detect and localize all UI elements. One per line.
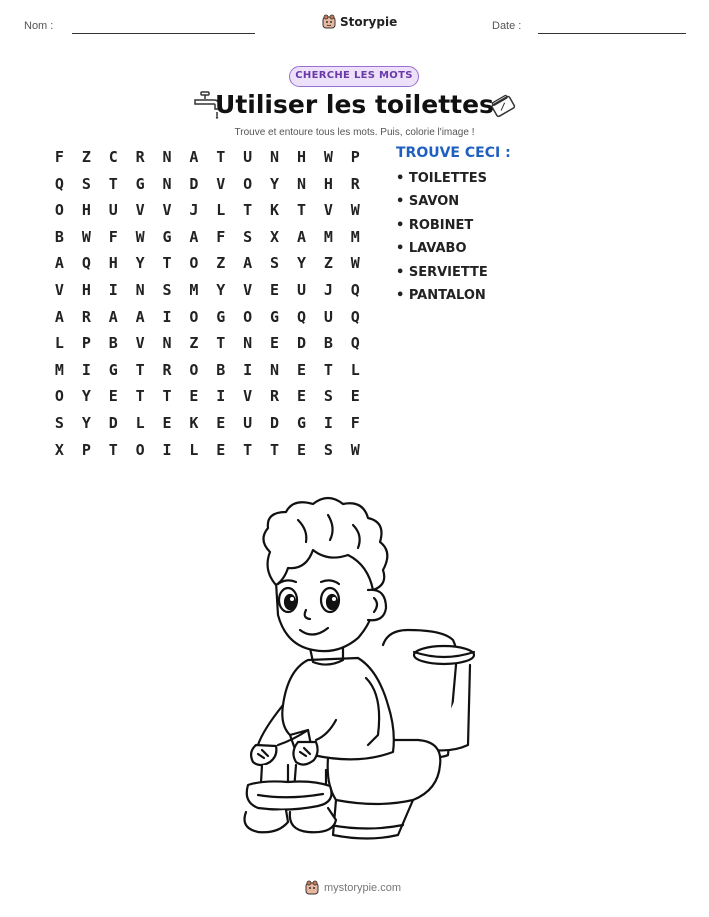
grid-letter[interactable]: X: [270, 227, 280, 246]
grid-letter[interactable]: Q: [81, 254, 91, 273]
grid-letter[interactable]: Y: [135, 254, 145, 273]
grid-letter[interactable]: G: [216, 307, 226, 326]
grid-letter[interactable]: N: [243, 334, 253, 353]
grid-letter[interactable]: D: [108, 413, 118, 432]
grid-letter[interactable]: K: [270, 201, 280, 220]
grid-letter[interactable]: O: [189, 254, 199, 273]
grid-letter[interactable]: N: [270, 148, 280, 166]
storypie-logo-icon: [305, 880, 319, 895]
grid-letter[interactable]: A: [243, 254, 253, 273]
grid-letter[interactable]: Y: [270, 174, 280, 193]
grid-letter[interactable]: U: [243, 413, 253, 432]
category-badge: CHERCHE LES MOTS: [289, 66, 419, 87]
grid-letter[interactable]: P: [350, 148, 360, 166]
grid-letter[interactable]: E: [296, 360, 306, 379]
name-line: [72, 33, 255, 34]
grid-letter[interactable]: T: [270, 440, 280, 459]
grid-letter[interactable]: W: [350, 254, 360, 273]
grid-letter[interactable]: O: [135, 440, 145, 459]
grid-letter[interactable]: U: [323, 307, 333, 326]
grid-letter[interactable]: I: [162, 307, 172, 326]
grid-letter[interactable]: P: [81, 334, 91, 353]
grid-letter[interactable]: F: [108, 227, 118, 246]
grid-letter[interactable]: E: [270, 280, 280, 299]
grid-letter[interactable]: Q: [350, 307, 360, 326]
grid-letter[interactable]: N: [296, 174, 306, 193]
grid-letter[interactable]: D: [296, 334, 306, 353]
grid-letter[interactable]: S: [162, 280, 172, 299]
grid-letter[interactable]: W: [81, 227, 91, 246]
grid-letter[interactable]: W: [135, 227, 145, 246]
grid-letter[interactable]: M: [323, 227, 333, 246]
grid-letter[interactable]: R: [135, 148, 145, 166]
grid-letter[interactable]: E: [350, 387, 360, 406]
grid-letter[interactable]: V: [216, 174, 226, 193]
grid-letter[interactable]: H: [81, 201, 91, 220]
grid-letter[interactable]: J: [323, 280, 333, 299]
grid-letter[interactable]: F: [54, 148, 64, 166]
grid-letter[interactable]: T: [323, 360, 333, 379]
grid-letter[interactable]: B: [323, 334, 333, 353]
grid-letter[interactable]: N: [162, 174, 172, 193]
grid-letter[interactable]: Z: [81, 148, 91, 166]
word-item: • PANTALON: [396, 287, 486, 303]
footer-url: mystorypie.com: [324, 881, 402, 894]
grid-letter[interactable]: N: [162, 334, 172, 353]
word-item: • ROBINET: [396, 217, 474, 233]
grid-letter[interactable]: E: [270, 334, 280, 353]
grid-letter[interactable]: F: [350, 413, 360, 432]
grid-letter[interactable]: A: [189, 148, 199, 166]
grid-letter[interactable]: B: [216, 360, 226, 379]
grid-letter[interactable]: G: [270, 307, 280, 326]
grid-letter[interactable]: T: [135, 387, 145, 406]
grid-letter[interactable]: T: [108, 440, 118, 459]
grid-letter[interactable]: E: [108, 387, 118, 406]
grid-letter[interactable]: M: [350, 227, 360, 246]
find-title: TROUVE CECI :: [396, 145, 511, 161]
grid-letter[interactable]: O: [54, 387, 64, 406]
grid-letter[interactable]: H: [323, 174, 333, 193]
grid-letter[interactable]: V: [162, 201, 172, 220]
grid-letter[interactable]: I: [162, 440, 172, 459]
grid-letter[interactable]: V: [135, 334, 145, 353]
grid-letter[interactable]: W: [323, 148, 333, 166]
grid-letter[interactable]: S: [81, 174, 91, 193]
grid-letter[interactable]: N: [270, 360, 280, 379]
boy-on-toilet-illustration: [218, 490, 488, 857]
grid-letter[interactable]: E: [162, 413, 172, 432]
grid-letter[interactable]: S: [54, 413, 64, 432]
grid-letter[interactable]: D: [189, 174, 199, 193]
grid-letter[interactable]: S: [323, 387, 333, 406]
grid-letter[interactable]: S: [270, 254, 280, 273]
grid-letter[interactable]: H: [108, 254, 118, 273]
grid-letter[interactable]: A: [54, 307, 64, 326]
grid-letter[interactable]: A: [135, 307, 145, 326]
word-item: • SAVON: [396, 194, 460, 210]
grid-letter[interactable]: I: [108, 280, 118, 299]
grid-letter[interactable]: H: [296, 148, 306, 166]
grid-letter[interactable]: T: [162, 254, 172, 273]
footer: [305, 880, 401, 895]
date-line: [538, 33, 686, 34]
grid-letter[interactable]: U: [296, 280, 306, 299]
word-item: • LAVABO: [396, 241, 467, 257]
grid-letter[interactable]: A: [108, 307, 118, 326]
grid-letter[interactable]: O: [189, 360, 199, 379]
instructions: Trouve et entoure tous les mots. Puis, colorie l'image !: [234, 127, 475, 138]
grid-letter[interactable]: E: [296, 440, 306, 459]
grid-letter[interactable]: I: [216, 387, 226, 406]
grid-letter[interactable]: T: [162, 387, 172, 406]
grid-letter[interactable]: O: [54, 201, 64, 220]
storypie-logo-icon: [322, 14, 336, 29]
brand: [322, 14, 397, 29]
grid-letter[interactable]: Y: [81, 387, 91, 406]
grid-letter[interactable]: G: [135, 174, 145, 193]
grid-letter[interactable]: B: [54, 227, 64, 246]
grid-letter[interactable]: V: [243, 387, 253, 406]
grid-letter[interactable]: W: [350, 440, 360, 459]
grid-letter[interactable]: L: [189, 440, 199, 459]
grid-letter[interactable]: J: [189, 201, 199, 220]
grid-letter[interactable]: T: [243, 201, 253, 220]
grid-letter[interactable]: Z: [323, 254, 333, 273]
grid-letter[interactable]: O: [243, 174, 253, 193]
grid-letter[interactable]: L: [216, 201, 226, 220]
grid-letter[interactable]: T: [216, 148, 226, 166]
grid-letter[interactable]: F: [216, 227, 226, 246]
grid-letter[interactable]: E: [216, 413, 226, 432]
grid-letter[interactable]: Y: [296, 254, 306, 273]
grid-letter[interactable]: T: [243, 440, 253, 459]
grid-letter[interactable]: L: [350, 360, 360, 379]
grid-letter[interactable]: K: [189, 413, 199, 432]
grid-letter[interactable]: M: [54, 360, 64, 379]
grid-letter[interactable]: I: [81, 360, 91, 379]
grid-letter[interactable]: Z: [189, 334, 199, 353]
grid-letter[interactable]: V: [135, 201, 145, 220]
grid-letter[interactable]: L: [54, 334, 64, 353]
grid-letter[interactable]: E: [296, 387, 306, 406]
grid-letter[interactable]: U: [243, 148, 253, 166]
grid-letter[interactable]: Y: [81, 413, 91, 432]
grid-letter[interactable]: T: [135, 360, 145, 379]
grid-letter[interactable]: I: [243, 360, 253, 379]
grid-letter[interactable]: N: [135, 280, 145, 299]
grid-letter[interactable]: C: [108, 148, 118, 166]
word-item: • TOILETTES: [396, 171, 488, 186]
grid-letter[interactable]: T: [108, 174, 118, 193]
grid-letter[interactable]: N: [162, 148, 172, 166]
grid-letter[interactable]: V: [54, 280, 64, 299]
grid-letter[interactable]: A: [54, 254, 64, 273]
grid-letter[interactable]: E: [216, 440, 226, 459]
grid-letter[interactable]: G: [162, 227, 172, 246]
grid-letter[interactable]: Q: [350, 334, 360, 353]
grid-letter[interactable]: Q: [54, 174, 64, 193]
soap-icon: [490, 93, 516, 124]
grid-letter[interactable]: T: [216, 334, 226, 353]
grid-letter[interactable]: D: [270, 413, 280, 432]
grid-letter[interactable]: Q: [350, 280, 360, 299]
name-label: Nom :: [24, 20, 54, 32]
brand-name: Storypie: [340, 14, 398, 29]
grid-letter[interactable]: R: [350, 174, 360, 193]
grid-letter[interactable]: H: [81, 280, 91, 299]
grid-letter[interactable]: G: [296, 413, 306, 432]
grid-letter[interactable]: I: [323, 413, 333, 432]
grid-letter[interactable]: S: [243, 227, 253, 246]
grid-letter[interactable]: B: [108, 334, 118, 353]
grid-letter[interactable]: E: [189, 387, 199, 406]
grid-letter[interactable]: G: [108, 360, 118, 379]
grid-letter[interactable]: Q: [296, 307, 306, 326]
grid-letter[interactable]: M: [189, 280, 199, 299]
word-list: [396, 171, 488, 311]
grid-letter[interactable]: O: [189, 307, 199, 326]
grid-letter[interactable]: V: [243, 280, 253, 299]
word-item: • SERVIETTE: [396, 264, 488, 280]
grid-letter[interactable]: O: [243, 307, 253, 326]
date-label: Date :: [492, 20, 522, 32]
letter-grid: [46, 147, 369, 466]
grid-letter[interactable]: L: [135, 413, 145, 432]
grid-letter[interactable]: W: [350, 201, 360, 220]
grid-letter[interactable]: S: [323, 440, 333, 459]
grid-letter[interactable]: X: [54, 440, 64, 459]
grid-letter[interactable]: R: [81, 307, 91, 326]
grid-letter[interactable]: Y: [216, 280, 226, 299]
grid-letter[interactable]: R: [270, 387, 280, 406]
grid-letter[interactable]: P: [81, 440, 91, 459]
grid-letter[interactable]: A: [189, 227, 199, 246]
page-title: Utiliser les toilettes: [215, 90, 494, 119]
grid-letter[interactable]: A: [296, 227, 306, 246]
grid-letter[interactable]: R: [162, 360, 172, 379]
grid-letter[interactable]: T: [296, 201, 306, 220]
grid-letter[interactable]: U: [108, 201, 118, 220]
grid-letter[interactable]: Z: [216, 254, 226, 273]
grid-letter[interactable]: V: [323, 201, 333, 220]
